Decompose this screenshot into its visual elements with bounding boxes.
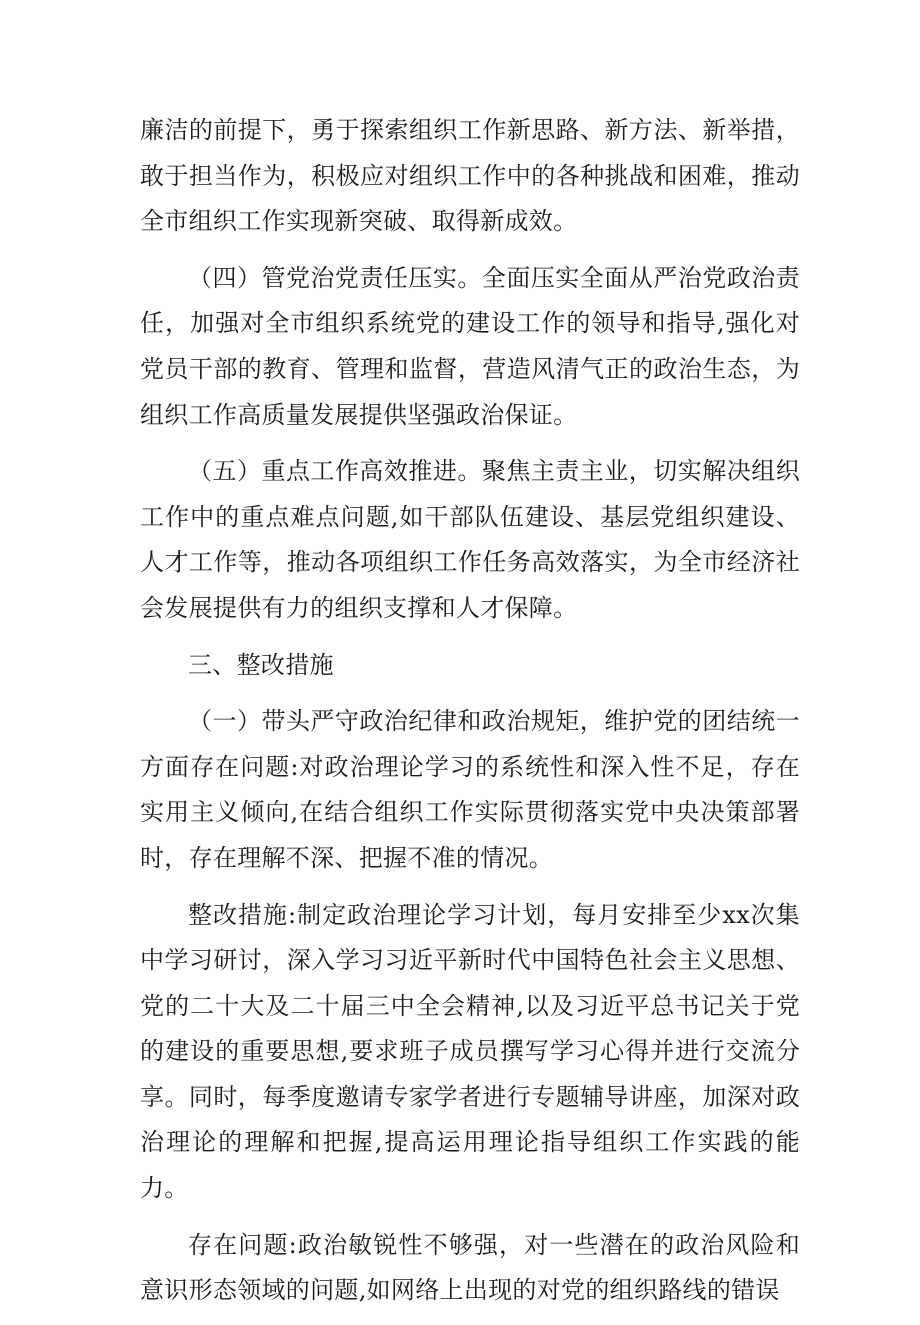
paragraph-section-four: （四）管党治党责任压实。全面压实全面从严治党政治责任，加强对全市组织系统党的建设工作的领导和指导,强化对党员干部的教育、管理和监督，营造风清气正的政治生态，为组织工作高质量发展提供坚强政治保证。 [140, 263, 800, 429]
document-body [140, 108, 800, 1325]
paragraph-problem-two: 存在问题:政治敏锐性不够强，对一些潜在的政治风险和意识形态领域的问题,如网络上出现的对党的组织路线的错误 [140, 1230, 800, 1305]
paragraph-measures-one: 整改措施:制定政治理论学习计划，每月安排至少xx次集中学习研讨，深入学习习近平新时代中国特色社会主义思想、党的二十大及二十届三中全会精神,以及习近平总书记关于党的建设的重要思想,要求班子成员撰写学习心得并进行交流分享。同时，每季度邀请专家学者进行专题辅导讲座，加深对政治理论的理解和把握,提高运用理论指导组织工作实践的能力。 [140, 900, 800, 1203]
paragraph-section-five: （五）重点工作高效推进。聚焦主责主业，切实解决组织工作中的重点难点问题,如干部队伍建设、基层党组织建设、人才工作等，推动各项组织工作任务高效落实，为全市经济社会发展提供有力的组织支撑和人才保障。 [140, 457, 800, 622]
section-heading-rectification: 三、整改措施 [188, 650, 334, 679]
paragraph-continuation: 廉洁的前提下，勇于探索组织工作新思路、新方法、新举措，敢于担当作为，积极应对组织工作中的各种挑战和困难，推动全市组织工作实现新突破、取得新成效。 [140, 116, 800, 236]
paragraph-problem-one: （一）带头严守政治纪律和政治规矩，维护党的团结统一方面存在问题:对政治理论学习的系统性和深入性不足，存在实用主义倾向,在结合组织工作实际贯彻落实党中央决策部署时，存在理解不深、把握不准的情况。 [140, 707, 800, 872]
